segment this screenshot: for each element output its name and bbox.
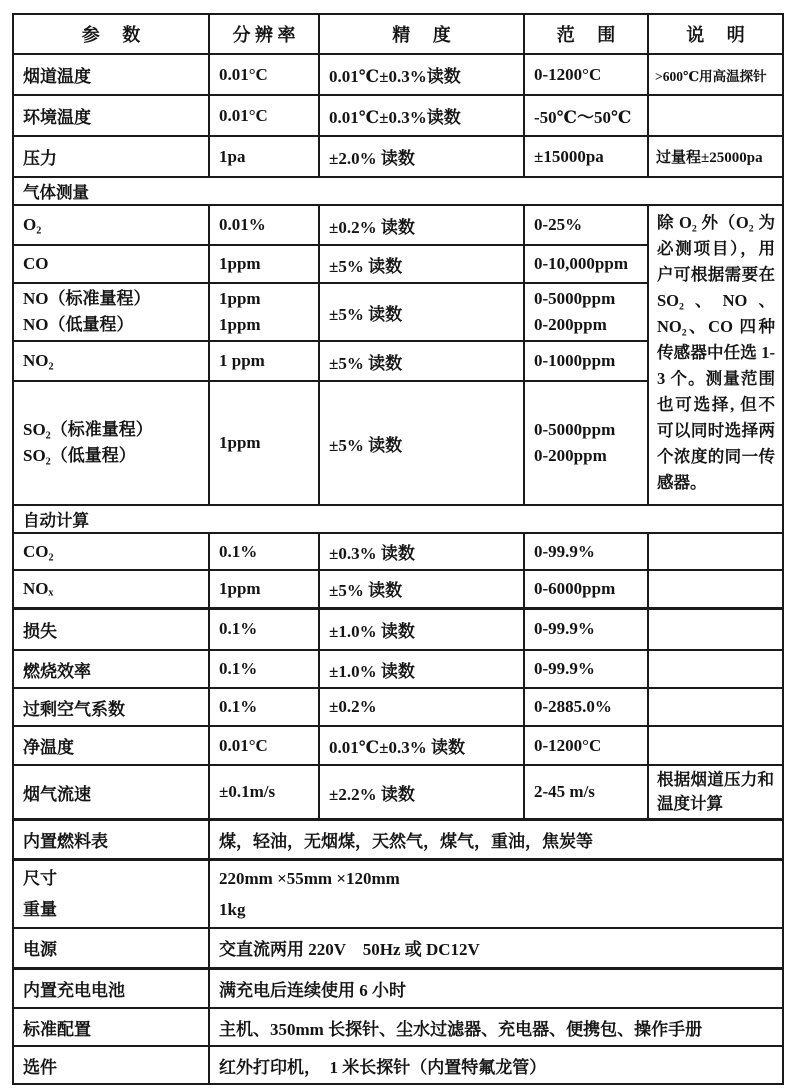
section-row-gas	[13, 177, 783, 205]
no-resolution-low: 1ppm	[219, 315, 261, 334]
table-row	[13, 765, 783, 820]
no-range	[524, 283, 648, 341]
no2-param: NO₂	[13, 341, 209, 381]
spec-table	[12, 13, 784, 1085]
section-row-calc	[13, 505, 783, 533]
section-label-calc: 自动计算	[13, 505, 783, 533]
net-temp-range: 0-1200°C	[524, 726, 648, 765]
table-row	[13, 205, 783, 245]
excess-air-range: 0-2885.0%	[524, 688, 648, 726]
flue-temp-note: >600℃用高温探针	[648, 54, 783, 95]
table-row	[13, 968, 783, 1008]
loss-range: 0-99.9%	[524, 608, 648, 650]
flue-temp-range: 0-1200°C	[524, 54, 648, 95]
so2-range-standard: 0-5000ppm	[534, 420, 616, 439]
net-temp-param: 净温度	[13, 726, 209, 765]
pressure-note: 过量程±25000pa	[648, 136, 783, 177]
co-accuracy: ±5% 读数	[319, 245, 524, 283]
velocity-param: 烟气流速	[13, 765, 209, 820]
battery-value: 满充电后连续使用 6 小时	[209, 968, 783, 1008]
velocity-resolution: ±0.1m/s	[209, 765, 319, 820]
size-weight-label	[13, 860, 209, 929]
efficiency-note	[648, 650, 783, 688]
optional-label: 选件	[13, 1046, 209, 1084]
size-label: 尺寸	[23, 869, 57, 888]
header-range: 范 围	[524, 14, 648, 54]
weight-value: 1kg	[219, 900, 246, 919]
pressure-accuracy: ±2.0% 读数	[319, 136, 524, 177]
ambient-temp-resolution: 0.01°C	[209, 95, 319, 136]
nox-accuracy: ±5% 读数	[319, 570, 524, 608]
efficiency-param: 燃烧效率	[13, 650, 209, 688]
co2-resolution: 0.1%	[209, 533, 319, 570]
table-row	[13, 650, 783, 688]
excess-air-param: 过剩空气系数	[13, 688, 209, 726]
so2-param	[13, 381, 209, 505]
so2-param-low: SO₂（低量程）	[23, 446, 136, 465]
o2-accuracy: ±0.2% 读数	[319, 205, 524, 245]
pressure-resolution: 1pa	[209, 136, 319, 177]
table-row	[13, 860, 783, 929]
no-param-standard: NO（标准量程）	[23, 289, 151, 308]
so2-accuracy: ±5% 读数	[319, 381, 524, 505]
header-note: 说 明	[648, 14, 783, 54]
table-row	[13, 54, 783, 95]
velocity-note: 根据烟道压力和温度计算	[648, 765, 783, 820]
weight-label: 重量	[23, 900, 57, 919]
no-resolution-standard: 1ppm	[219, 289, 261, 308]
battery-label: 内置充电电池	[13, 968, 209, 1008]
standard-config-label: 标准配置	[13, 1008, 209, 1046]
no2-range: 0-1000ppm	[524, 341, 648, 381]
no-range-low: 0-200ppm	[534, 315, 607, 334]
efficiency-accuracy: ±1.0% 读数	[319, 650, 524, 688]
efficiency-range: 0-99.9%	[524, 650, 648, 688]
no2-resolution: 1 ppm	[209, 341, 319, 381]
gas-sensors-note: 除 O₂ 外（O₂ 为必测项目），用户可根据需要在 SO₂、NO、NO₂、CO 四种传感器中任选 1-3 个。测量范围也可选择, 但不可以同时选择两个浓度的同一传感器。	[648, 205, 783, 505]
loss-note	[648, 608, 783, 650]
nox-range: 0-6000ppm	[524, 570, 648, 608]
so2-param-standard: SO₂（标准量程）	[23, 420, 153, 439]
table-row	[13, 570, 783, 608]
table-row	[13, 533, 783, 570]
no-range-standard: 0-5000ppm	[534, 289, 616, 308]
so2-range	[524, 381, 648, 505]
header-accuracy: 精 度	[319, 14, 524, 54]
excess-air-note	[648, 688, 783, 726]
flue-temp-accuracy: 0.01℃±0.3%读数	[319, 54, 524, 95]
loss-resolution: 0.1%	[209, 608, 319, 650]
so2-resolution: 1ppm	[209, 381, 319, 505]
table-row	[13, 820, 783, 860]
fuel-value: 煤，轻油，无烟煤，天然气，煤气，重油，焦炭等	[209, 820, 783, 860]
table-row	[13, 1046, 783, 1084]
loss-accuracy: ±1.0% 读数	[319, 608, 524, 650]
pressure-param: 压力	[13, 136, 209, 177]
size-value: 220mm ×55mm ×120mm	[219, 869, 400, 888]
table-header-row	[13, 14, 783, 54]
efficiency-resolution: 0.1%	[209, 650, 319, 688]
table-row	[13, 726, 783, 765]
co2-note	[648, 533, 783, 570]
ambient-temp-note	[648, 95, 783, 136]
table-row	[13, 136, 783, 177]
co-resolution: 1ppm	[209, 245, 319, 283]
net-temp-accuracy: 0.01℃±0.3% 读数	[319, 726, 524, 765]
fuel-label: 内置燃料表	[13, 820, 209, 860]
table-row	[13, 608, 783, 650]
no-resolution	[209, 283, 319, 341]
loss-param: 损失	[13, 608, 209, 650]
power-value: 交直流两用 220V 50Hz 或 DC12V	[209, 928, 783, 968]
nox-note	[648, 570, 783, 608]
net-temp-note	[648, 726, 783, 765]
net-temp-resolution: 0.01°C	[209, 726, 319, 765]
velocity-range: 2-45 m/s	[524, 765, 648, 820]
o2-resolution: 0.01%	[209, 205, 319, 245]
co2-accuracy: ±0.3% 读数	[319, 533, 524, 570]
no-param	[13, 283, 209, 341]
no-param-low: NO（低量程）	[23, 315, 134, 334]
ambient-temp-accuracy: 0.01℃±0.3%读数	[319, 95, 524, 136]
standard-config-value: 主机、350mm 长探针、尘水过滤器、充电器、便携包、操作手册	[209, 1008, 783, 1046]
flue-temp-param: 烟道温度	[13, 54, 209, 95]
ambient-temp-param: 环境温度	[13, 95, 209, 136]
flue-temp-resolution: 0.01°C	[209, 54, 319, 95]
power-label: 电源	[13, 928, 209, 968]
so2-range-low: 0-200ppm	[534, 446, 607, 465]
no2-accuracy: ±5% 读数	[319, 341, 524, 381]
o2-param: O₂	[13, 205, 209, 245]
table-row	[13, 688, 783, 726]
header-resolution: 分 辨 率	[209, 14, 319, 54]
co-param: CO	[13, 245, 209, 283]
pressure-range: ±15000pa	[524, 136, 648, 177]
optional-value: 红外打印机， 1 米长探针（内置特氟龙管）	[209, 1046, 783, 1084]
table-row	[13, 95, 783, 136]
excess-air-resolution: 0.1%	[209, 688, 319, 726]
nox-param: NOₓ	[13, 570, 209, 608]
co2-param: CO₂	[13, 533, 209, 570]
section-label-gas: 气体测量	[13, 177, 783, 205]
no-accuracy: ±5% 读数	[319, 283, 524, 341]
nox-resolution: 1ppm	[209, 570, 319, 608]
ambient-temp-range: -50℃～50℃	[524, 95, 648, 136]
size-weight-value	[209, 860, 783, 929]
velocity-accuracy: ±2.2% 读数	[319, 765, 524, 820]
co2-range: 0-99.9%	[524, 533, 648, 570]
o2-range: 0-25%	[524, 205, 648, 245]
table-row	[13, 928, 783, 968]
header-param: 参 数	[13, 14, 209, 54]
excess-air-accuracy: ±0.2%	[319, 688, 524, 726]
co-range: 0-10,000ppm	[524, 245, 648, 283]
table-row	[13, 1008, 783, 1046]
